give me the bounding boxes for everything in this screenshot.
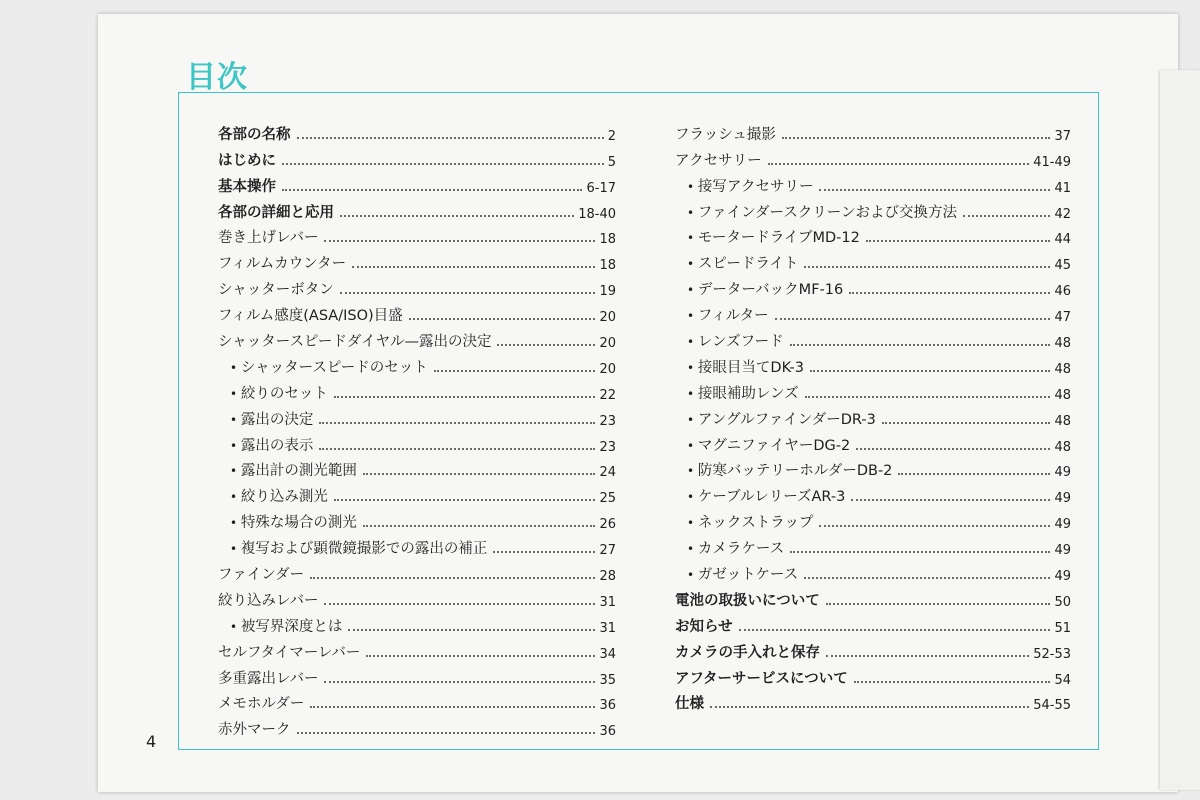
toc-entry xyxy=(218,222,616,248)
toc-entry-label: • 接眼目当てDK-3 xyxy=(675,356,804,377)
toc-entry xyxy=(675,144,1071,170)
toc-entry-label: • マグニファイヤーDG-2 xyxy=(675,434,850,455)
dot-leader xyxy=(819,189,1050,191)
toc-entry xyxy=(675,325,1071,351)
toc-entry-label: • データーバックMF-16 xyxy=(675,278,843,299)
toc-entry-label: • 絞り込み測光 xyxy=(218,485,328,506)
toc-entry-page: 34 xyxy=(599,646,616,662)
toc-entry-label: • 被写界深度とは xyxy=(218,615,342,636)
page-number: 4 xyxy=(146,732,157,751)
toc-entry xyxy=(675,480,1071,506)
toc-entry-page: 45 xyxy=(1054,258,1071,274)
toc-entry-page: 41-49 xyxy=(1033,154,1071,170)
dot-leader xyxy=(297,137,604,139)
dot-leader xyxy=(324,603,595,605)
toc-entry-label: • ネックストラップ xyxy=(675,511,813,532)
toc-entry xyxy=(675,636,1071,662)
toc-entry-page: 6-17 xyxy=(586,180,616,196)
toc-entry-label: • スピードライト xyxy=(675,252,798,273)
toc-entry-page: 18 xyxy=(599,232,616,248)
toc-entry-label: • 特殊な場合の測光 xyxy=(218,511,357,532)
toc-entry-page: 54-55 xyxy=(1033,698,1071,714)
toc-entry-page: 35 xyxy=(599,672,616,688)
toc-entry xyxy=(218,584,616,610)
toc-entry xyxy=(218,170,616,196)
toc-entry-page: 24 xyxy=(599,465,616,481)
toc-entry-label: • ガゼットケース xyxy=(675,563,798,584)
toc-entry xyxy=(218,506,616,532)
toc-entry-page: 44 xyxy=(1054,232,1071,248)
toc-entry xyxy=(675,688,1071,714)
toc-entry-label: 各部の詳細と応用 xyxy=(218,204,334,221)
toc-entry xyxy=(675,610,1071,636)
dot-leader xyxy=(297,732,596,734)
toc-entry-page: 5 xyxy=(607,154,616,170)
toc-entry-page: 37 xyxy=(1054,128,1071,144)
dot-leader xyxy=(826,655,1029,657)
toc-entry-label: フラッシュ撮影 xyxy=(675,126,776,143)
toc-entry xyxy=(218,636,616,662)
toc-entry-page: 50 xyxy=(1054,594,1071,610)
dot-leader xyxy=(319,448,595,450)
dot-leader xyxy=(363,525,596,527)
toc-entry xyxy=(218,610,616,636)
toc-entry-label: • フィルター xyxy=(675,304,769,325)
dot-leader xyxy=(324,240,595,242)
dot-leader xyxy=(319,422,595,424)
toc-entry xyxy=(218,299,616,325)
dot-leader xyxy=(409,318,596,320)
dot-leader xyxy=(363,473,596,475)
toc-entry xyxy=(218,558,616,584)
dot-leader xyxy=(819,525,1050,527)
toc-entry xyxy=(675,584,1071,610)
toc-entry-page: 47 xyxy=(1054,310,1071,326)
toc-entry-label: シャッタースピードダイヤル—露出の決定 xyxy=(218,334,492,351)
next-page-edge xyxy=(1160,70,1200,790)
toc-entry xyxy=(218,532,616,558)
toc-entry-label: • モータードライブMD-12 xyxy=(675,226,860,247)
dot-leader xyxy=(804,266,1050,268)
toc-entry-label: 仕様 xyxy=(675,696,704,713)
toc-entry-label: • カメラケース xyxy=(675,537,784,558)
toc-entry xyxy=(218,351,616,377)
toc-entry xyxy=(218,273,616,299)
toc-entry-label: お知らせ xyxy=(675,618,733,635)
toc-entry xyxy=(675,222,1071,248)
toc-entry-page: 41 xyxy=(1054,180,1071,196)
toc-entry-page: 52-53 xyxy=(1033,646,1071,662)
toc-entry xyxy=(675,273,1071,299)
toc-entry-label: フィルム感度(ASA/ISO)目盛 xyxy=(218,308,403,325)
toc-entry-page: 31 xyxy=(599,594,616,610)
toc-entry xyxy=(218,247,616,273)
toc-entry xyxy=(675,170,1071,196)
toc-left-column xyxy=(218,118,616,739)
toc-entry-page: 51 xyxy=(1054,620,1071,636)
toc-entry-label: • レンズフード xyxy=(675,330,784,351)
dot-leader xyxy=(493,551,595,553)
dot-leader xyxy=(334,499,596,501)
toc-entry-label: 赤外マーク xyxy=(218,722,291,739)
toc-entry xyxy=(675,196,1071,222)
toc-entry-label: • 接写アクセサリー xyxy=(675,175,813,196)
dot-leader xyxy=(310,577,595,579)
toc-entry xyxy=(675,558,1071,584)
dot-leader xyxy=(352,266,595,268)
toc-entry-page: 26 xyxy=(599,517,616,533)
dot-leader xyxy=(790,551,1050,553)
toc-entry-label: 基本操作 xyxy=(218,178,276,195)
toc-entry xyxy=(218,118,616,144)
toc-entry-label: フィルムカウンター xyxy=(218,256,347,273)
dot-leader xyxy=(768,163,1030,165)
toc-entry-label: • 露出計の測光範囲 xyxy=(218,459,357,480)
toc-entry xyxy=(675,532,1071,558)
toc-entry-page: 23 xyxy=(599,439,616,455)
dot-leader xyxy=(849,292,1050,294)
toc-entry-page: 49 xyxy=(1054,465,1071,481)
toc-entry-page: 18 xyxy=(599,258,616,274)
toc-entry xyxy=(218,455,616,481)
toc-entry xyxy=(218,144,616,170)
toc-entry-label: • シャッタースピードのセット xyxy=(218,356,428,377)
dot-leader xyxy=(340,292,596,294)
toc-entry-label: セルフタイマーレバー xyxy=(218,644,361,661)
dot-leader xyxy=(782,137,1051,139)
dot-leader xyxy=(310,706,595,708)
toc-entry-page: 49 xyxy=(1054,569,1071,585)
toc-entry xyxy=(675,455,1071,481)
toc-entry xyxy=(218,713,616,739)
dot-leader xyxy=(898,473,1050,475)
toc-entry-label: カメラの手入れと保存 xyxy=(675,644,820,661)
toc-entry-page: 23 xyxy=(599,413,616,429)
toc-entry-page: 22 xyxy=(599,387,616,403)
dot-leader xyxy=(334,396,596,398)
toc-entry xyxy=(675,429,1071,455)
toc-entry xyxy=(218,325,616,351)
toc-entry-page: 48 xyxy=(1054,439,1071,455)
toc-entry xyxy=(218,688,616,714)
toc-entry xyxy=(675,506,1071,532)
dot-leader xyxy=(810,370,1050,372)
toc-entry-label: アフターサービスについて xyxy=(675,670,848,687)
dot-leader xyxy=(739,629,1051,631)
toc-entry-label: 多重露出レバー xyxy=(218,670,319,687)
dot-leader xyxy=(282,163,604,165)
toc-entry-label: 電池の取扱いについて xyxy=(675,592,820,609)
toc-entry-label: • 絞りのセット xyxy=(218,382,328,403)
dot-leader xyxy=(366,655,595,657)
toc-entry-page: 20 xyxy=(599,310,616,326)
dot-leader xyxy=(854,681,1051,683)
toc-entry xyxy=(675,403,1071,429)
toc-entry-page: 28 xyxy=(599,569,616,585)
toc-entry-label: • ケーブルレリーズAR-3 xyxy=(675,485,845,506)
toc-entry-page: 27 xyxy=(599,543,616,559)
toc-entry xyxy=(675,299,1071,325)
toc-entry-page: 48 xyxy=(1054,336,1071,352)
dot-leader xyxy=(805,396,1051,398)
dot-leader xyxy=(963,215,1050,217)
toc-entry-page: 54 xyxy=(1054,672,1071,688)
toc-entry xyxy=(675,247,1071,273)
toc-entry-page: 48 xyxy=(1054,361,1071,377)
page-title: 目次 xyxy=(186,60,248,95)
toc-entry-page: 36 xyxy=(599,698,616,714)
toc-entry xyxy=(218,480,616,506)
dot-leader xyxy=(348,629,595,631)
toc-entry-page: 46 xyxy=(1054,284,1071,300)
toc-entry-page: 49 xyxy=(1054,517,1071,533)
toc-entry-page: 19 xyxy=(599,284,616,300)
dot-leader xyxy=(775,318,1051,320)
toc-entry-label: • 露出の表示 xyxy=(218,434,313,455)
toc-entry xyxy=(218,429,616,455)
toc-entry-label: • 接眼補助レンズ xyxy=(675,382,799,403)
toc-entry-label: • 露出の決定 xyxy=(218,408,313,429)
dot-leader xyxy=(324,681,595,683)
dot-leader xyxy=(804,577,1050,579)
toc-entry-label: 絞り込みレバー xyxy=(218,592,319,609)
toc-entry-page: 31 xyxy=(599,620,616,636)
dot-leader xyxy=(882,422,1051,424)
toc-entry-label: 各部の名称 xyxy=(218,126,291,143)
toc-entry-page: 20 xyxy=(599,336,616,352)
toc-entry xyxy=(218,377,616,403)
toc-entry-page: 20 xyxy=(599,361,616,377)
toc-entry-label: メモホルダー xyxy=(218,696,305,713)
dot-leader xyxy=(340,215,574,217)
toc-entry xyxy=(675,377,1071,403)
dot-leader xyxy=(866,240,1051,242)
toc-entry xyxy=(675,662,1071,688)
toc-entry-page: 48 xyxy=(1054,387,1071,403)
toc-entry xyxy=(218,403,616,429)
toc-right-column xyxy=(675,118,1071,713)
toc-entry-label: はじめに xyxy=(218,152,276,169)
toc-entry-page: 42 xyxy=(1054,206,1071,222)
dot-leader xyxy=(434,370,596,372)
toc-entry-label: シャッターボタン xyxy=(218,282,334,299)
toc-entry-page: 49 xyxy=(1054,543,1071,559)
toc-entry-page: 25 xyxy=(599,491,616,507)
dot-leader xyxy=(851,499,1050,501)
toc-entry-label: • 防寒バッテリーホルダーDB-2 xyxy=(675,459,892,480)
dot-leader xyxy=(790,344,1051,346)
toc-entry-label: • アングルファインダーDR-3 xyxy=(675,408,876,429)
dot-leader xyxy=(282,189,582,191)
toc-entry-label: アクセサリー xyxy=(675,152,762,169)
dot-leader xyxy=(856,448,1050,450)
dot-leader xyxy=(826,603,1051,605)
toc-entry-label: 巻き上げレバー xyxy=(218,230,319,247)
dot-leader xyxy=(497,344,595,346)
dot-leader xyxy=(710,706,1029,708)
toc-entry-page: 2 xyxy=(607,128,616,144)
toc-entry-page: 36 xyxy=(599,724,616,740)
toc-entry xyxy=(675,351,1071,377)
toc-entry-page: 49 xyxy=(1054,491,1071,507)
toc-entry-page: 18-40 xyxy=(578,206,616,222)
toc-entry xyxy=(218,196,616,222)
toc-entry-label: ファインダー xyxy=(218,567,305,584)
toc-entry-label: • 複写および顕微鏡撮影での露出の補正 xyxy=(218,537,487,558)
toc-entry-label: • ファインダースクリーンおよび交換方法 xyxy=(675,201,957,222)
toc-entry-page: 48 xyxy=(1054,413,1071,429)
toc-entry xyxy=(218,662,616,688)
toc-entry xyxy=(675,118,1071,144)
